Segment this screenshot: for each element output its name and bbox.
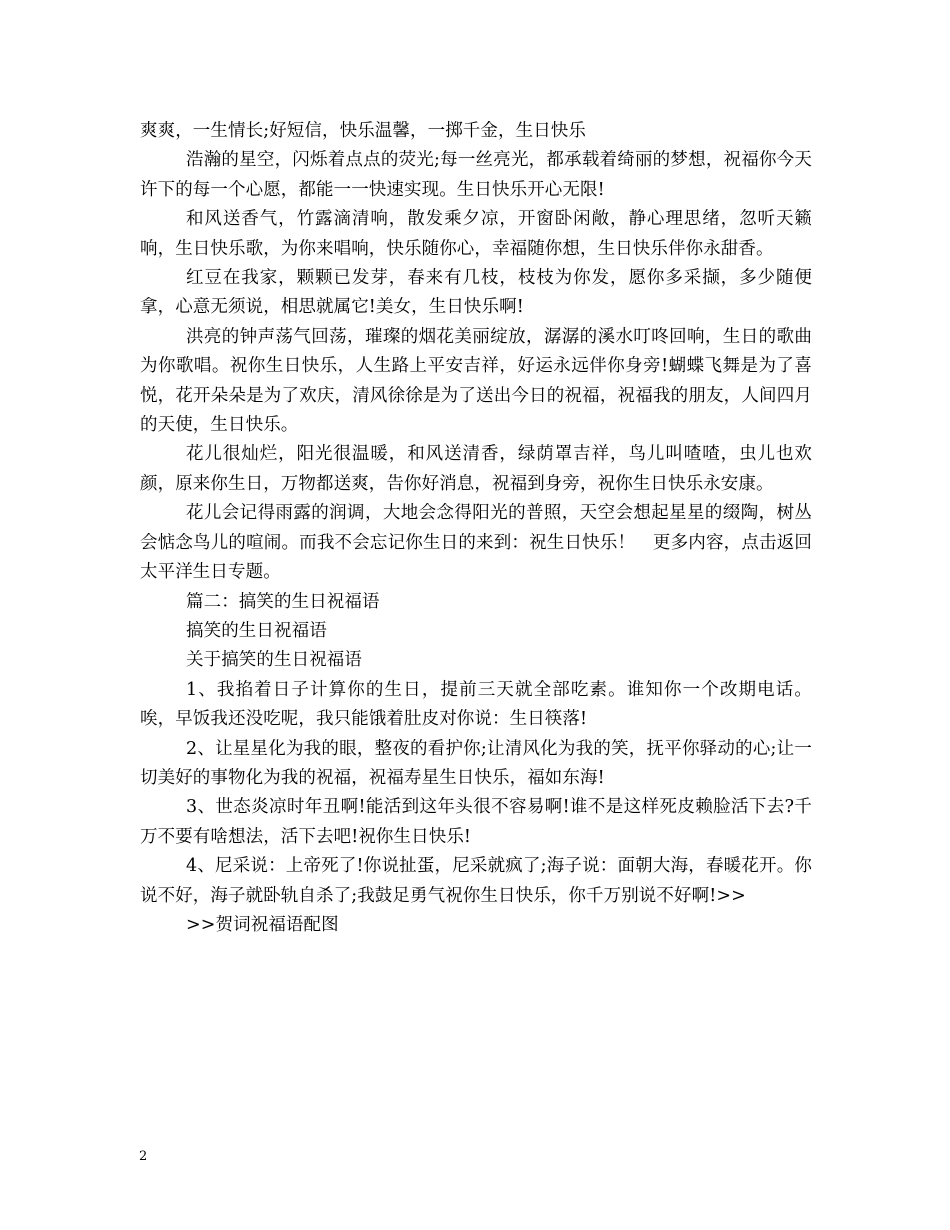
section-subtitle: 关于搞笑的生日祝福语 xyxy=(186,650,362,671)
list-item-4: 4、尼采说：上帝死了!你说扯蛋，尼采就疯了;海子说：面朝大海，春暖花开。你说不好，海子就卧轨自杀了;我鼓足勇气祝你生日快乐，你千万别说不好啊!>> xyxy=(140,856,812,906)
page-number: 2 xyxy=(139,1149,148,1164)
paragraph-1: 爽爽，一生情长;好短信，快乐温馨，一掷千金，生日快乐 xyxy=(140,121,586,141)
document-body xyxy=(140,117,812,940)
paragraph-7: 花儿会记得雨露的润调，大地会念得阳光的普照，天空会想起星星的缀陶，树丛会惦念鸟儿的喧闹。而我不会忘记你生日的来到：祝生日快乐！ 更多内容，点击返回太平洋生日专题。 xyxy=(140,503,812,583)
paragraph-2: 浩瀚的星空，闪烁着点点的荧光;每一丝亮光，都承载着绮丽的梦想，祝福你今天许下的每一个心愿，都能一一快速实现。生日快乐开心无限! xyxy=(140,150,812,200)
paragraph-4: 红豆在我家，颗颗已发芽，春来有几枝，枝枝为你发，愿你多采撷，多少随便拿，心意无须说，相思就属它!美女，生日快乐啊! xyxy=(140,268,812,318)
list-item-2: 2、让星星化为我的眼，整夜的看护你;让清风化为我的笑，抚平你驿动的心;让一切美好的事物化为我的祝福，祝福寿星生日快乐，福如东海! xyxy=(140,738,812,788)
section-heading: 篇二：搞笑的生日祝福语 xyxy=(186,591,380,612)
list-item-3: 3、世态炎凉时年丑啊!能活到这年头很不容易啊!谁不是这样死皮赖脸活下去?千万不要有啥想法，活下去吧!祝你生日快乐! xyxy=(140,797,812,847)
paragraph-6: 花儿很灿烂，阳光很温暖，和风送清香，绿荫罩吉祥，鸟儿叫喳喳，虫儿也欢颜，原来你生日，万物都送爽，告你好消息，祝福到身旁，祝你生日快乐永安康。 xyxy=(140,444,812,494)
paragraph-5: 洪亮的钟声荡气回荡，璀璨的烟花美丽绽放，潺潺的溪水叮咚回响，生日的歌曲为你歌唱。祝你生日快乐，人生路上平安吉祥，好运永远伴你身旁!蝴蝶飞舞是为了喜悦，花开朵朵是为了欢庆，清风徐徐是为了送出今日的祝福，祝福我的朋友，人间四月的天使，生日快乐。 xyxy=(140,326,812,436)
section-title: 搞笑的生日祝福语 xyxy=(186,620,327,641)
paragraph-3: 和风送香气，竹露滴清响，散发乘夕凉，开窗卧闲敞，静心理思绪，忽听天籁响，生日快乐歌，为你来唱响，快乐随你心，幸福随你想，生日快乐伴你永甜香。 xyxy=(140,209,812,259)
list-item-1: 1、我掐着日子计算你的生日，提前三天就全部吃素。谁知你一个改期电话。唉，早饭我还没吃呢，我只能饿着肚皮对你说：生日筷落! xyxy=(140,679,812,730)
image-caption-link: >>贺词祝福语配图 xyxy=(186,914,339,935)
